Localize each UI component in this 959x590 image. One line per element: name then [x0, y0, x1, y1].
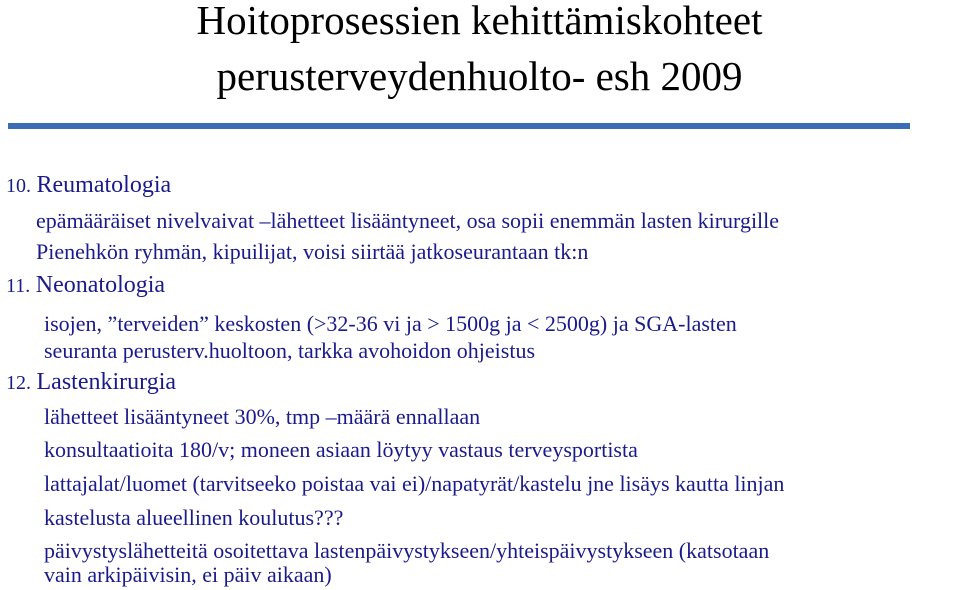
slide-title-line-2: perusterveydenhuolto- esh 2009: [216, 53, 743, 99]
section-heading-reumatologia: [6, 172, 171, 199]
section-heading-text: Neonatologia: [35, 272, 166, 298]
section-heading-text: Lastenkirurgia: [36, 369, 177, 395]
section-line: isojen, ”terveiden” keskosten (>32-36 vi ja > 1500g ja < 2500g) ja SGA-lasten: [44, 311, 737, 336]
section-line: lattajalat/luomet (tarvitseeko poistaa vai ei)/napatyrät/kastelu jne lisäys kautta linjan: [44, 471, 785, 496]
section-line: päivystyslähetteitä osoitettava lastenpäivystykseen/yhteispäivystykseen (katsotaan: [44, 538, 770, 563]
slide-title-line-1: Hoitoprosessien kehittämiskohteet: [196, 0, 763, 43]
section-number: 10.: [6, 175, 31, 197]
section-line: konsultaatioita 180/v; moneen asiaan löytyy vastaus terveysportista: [44, 437, 638, 462]
section-line: kastelusta alueellinen koulutus???: [44, 505, 344, 530]
section-line: epämääräiset nivelvaivat –lähetteet lisääntyneet, osa sopii enemmän lasten kirurgille: [36, 208, 780, 233]
title-underline-rule: [8, 123, 910, 129]
section-heading-lastenkirurgia: [6, 369, 176, 396]
section-heading-neonatologia: [6, 272, 165, 299]
section-line: vain arkipäivisin, ei päiv aikaan): [44, 562, 332, 587]
section-heading-text: Reumatologia: [36, 172, 172, 198]
section-number: 12.: [6, 372, 31, 394]
section-line: seuranta perusterv.huoltoon, tarkka avohoidon ohjeistus: [44, 338, 536, 363]
section-number: 11.: [6, 275, 31, 297]
section-line: lähetteet lisääntyneet 30%, tmp –määrä ennallaan: [44, 404, 481, 429]
section-line: Pienehkön ryhmän, kipuilijat, voisi siirtää jatkoseurantaan tk:n: [36, 239, 589, 264]
